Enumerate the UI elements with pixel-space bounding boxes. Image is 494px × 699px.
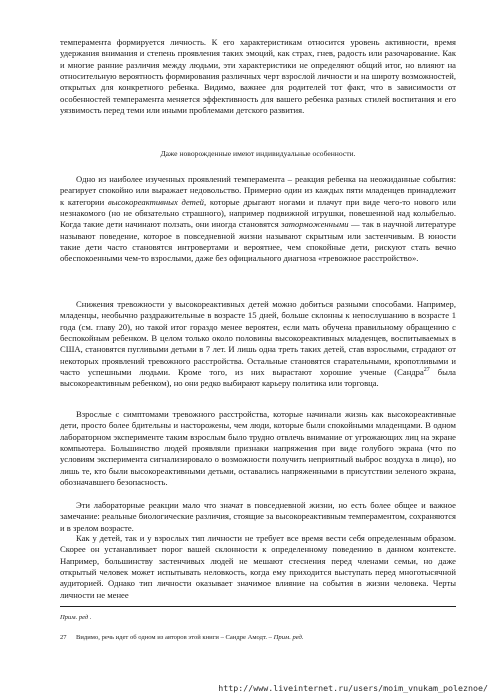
paragraph-3-part-1: Снижения тревожности у высокореактивных детей можно добиться разными способами. Например, младенцы, необычно раздражительные в возрасте 15 дней, больше склонны к непослушанию в возрасте 1 года (см. главу 20), но такой итог гораздо менее вероятен, если мать обучена правильному обращению с беспокойным ребенком. В целом только около половины высокореактивных младенцев, воспитываемых в США, становятся пугливыми детьми в 7 лет. И лишь одна треть таких детей, став взрослыми, страдают от некоторых проявлений тревожного расстройства. Остальные становятся старательными, кропотливыми и часто успешными людьми. Кроме того, из них вырастают хорошие ученые (Сандра [60, 299, 456, 378]
editor-note [60, 613, 92, 622]
footnote-emphasis: Прим. ред. [273, 634, 304, 641]
paragraph-2-part-2: которые дрыгают ногами и плачут при виде чего-то нового или незнакомого (но не обязательно страшного), например подвижной игрушки, повешенной над колыбелью. Когда такие дети начинают ползать, они иногда становятся [60, 196, 456, 230]
source-url[interactable]: http://www.liveinternet.ru/users/moim_vnukam_poleznoe/ [218, 683, 488, 693]
paragraph-3 [60, 299, 456, 390]
footnote [60, 633, 456, 642]
paragraph-6: Как у детей, так и у взрослых тип личности не требует все время вести себя определенным образом. Скорее он устанавливает порог вашей склонности к определенному поведению в данном контексте. Например, большинству застенчивых людей не мешают стеснения перед членами семьи, но даже открытый человек может испытывать неловкость, когда ему приходится выступать перед многотысячной аудиторией. Однако тип личности оказывает значимое влияние на события в жизни человека. Черты личности не менее [60, 533, 456, 600]
paragraph-1: темперамента формируется личность. К его характеристикам относится уровень активности, время удержания внимания и степень проявления таких эмоций, как страх, гнев, радость или разочарование. Как и многие ранние различия между людьми, эти характеристики не определяют общий итог, но влияют на относительную вероятность формирования различных черт взрослой личности и на широту возможностей, открытых для конкретного ребенка. Видимо, важнее для родителей тот факт, что в зависимости от особенностей темперамента меняется эффективность для вашего ребенка разных стилей воспитания и его уязвимость перед теми или иными проблемами детского развития. [60, 37, 456, 116]
paragraph-2-emphasis-2: заторможенными [281, 219, 349, 230]
paragraph-3-part-2: была высокореактивным ребенком), но они редко выбирают карьеру политика или торговца. [60, 367, 456, 389]
paragraph-2-part-3: — так в научной литературе называют поведение, которое в повседневной жизни называют скрытным или застенчивым. В юности такие дети часто становятся интровертами и вероятнее, чем спокойные дети, рискуют стать вечно обеспокоенными чем-то взрослыми, даже без официального диагноза «тревожное расстройство». [60, 219, 456, 264]
footnote-number: 27 [60, 634, 67, 641]
paragraph-4: Взрослые с симптомами тревожного расстройства, которые начинали жизнь как высокореактивные дети, просто более бдительны и насторожены, чем люди, которые были спокойными младенцами. В одном лабораторном эксперименте таким взрослым было трудно отвлечь внимание от угрожающих лиц на экране компьютера. Большинство людей проявляли признаки напряжения при виде голубого экрана (что по условиям эксперимента сигнализировало о возможности получить неприятный выброс воздуха в лицо), но лишь те, кто были высокореактивными детьми, оставались напряженными в присутствии зеленого экрана, обозначавшего безопасность. [60, 409, 456, 488]
editor-note-text: Прим. ред . [60, 614, 92, 621]
section-caption: Даже новорожденные имеют индивидуальные особенности. [160, 149, 356, 158]
footnote-ref[interactable]: 27 [423, 367, 430, 374]
paragraph-2 [60, 174, 456, 265]
footnote-text: Видимо, речь идет об одном из авторов этой книги – Сандре Амодт. – [76, 634, 272, 641]
paragraph-5: Эти лабораторные реакции мало что значат в повседневной жизни, но есть более общее и важное замечание: реальные биологические различия, стоящие за высокореактивным темпераментом, сохраняются и в зрелом возрасте. [60, 500, 456, 533]
footnote-divider [60, 606, 456, 607]
paragraph-2-part-1: Одно из наиболее изученных проявлений темперамента – реакция ребенка на неожиданные события: реагирует спокойно или выражает недовольство. Примерно один из каждых пяти младенцев принадлежит к категории [60, 174, 456, 207]
paragraph-2-emphasis-1: высокореактивных детей, [107, 196, 207, 207]
